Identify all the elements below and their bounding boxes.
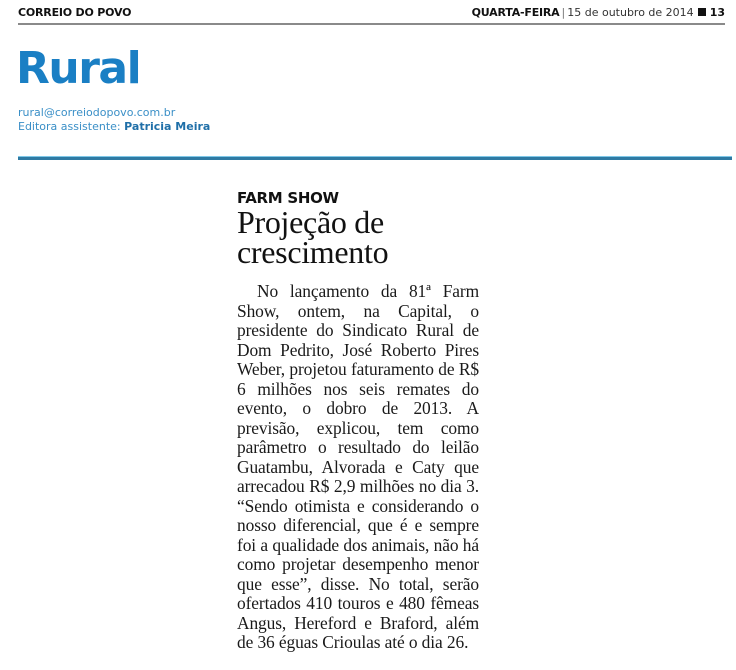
dateline-separator: | (561, 6, 566, 19)
editor-credit (18, 120, 210, 134)
square-bullet-icon (698, 8, 706, 16)
article-kicker: FARM SHOW (237, 189, 339, 207)
newspaper-name: CORREIO DO POVO (18, 6, 132, 19)
publication-date: 15 de outubro de 2014 (567, 6, 694, 19)
section-contact (18, 106, 210, 134)
article-headline: Projeção de crescimento (237, 204, 389, 270)
editor-name: Patricia Meira (124, 120, 211, 133)
section-email: rural@correiodopovo.com.br (18, 106, 176, 119)
article (237, 190, 479, 670)
section-title: Rural (16, 43, 141, 94)
page-number: 13 (709, 6, 725, 19)
section-divider (18, 157, 732, 160)
article-body: No lançamento da 81ª Farm Show, ontem, na Capital, o presidente do Sindicato Rural de Dom Pedrito, José Roberto Pires Weber, projetou faturamento de R$ 6 milhões nos seis remates do evento, o dobro de 2013. A previsão, explicou, tem como parâmetro o resultado do leilão Guatambu, Alvorada e Caty que arrecadou R$ 2,9 milhões no dia 3. “Sendo otimista e considerando o nosso diferencial, que é e sempre foi a qualidade dos animais, não há como projetar desempenho menor que esse”, disse. No total, serão ofertados 410 touros e 480 fêmeas Angus, Hereford e Braford, além de 36 éguas Crioulas até o dia 26. (237, 281, 479, 652)
weekday: QUARTA-FEIRA (471, 6, 560, 19)
masthead (18, 5, 725, 25)
editor-label: Editora assistente: (18, 120, 121, 133)
dateline (472, 6, 725, 19)
